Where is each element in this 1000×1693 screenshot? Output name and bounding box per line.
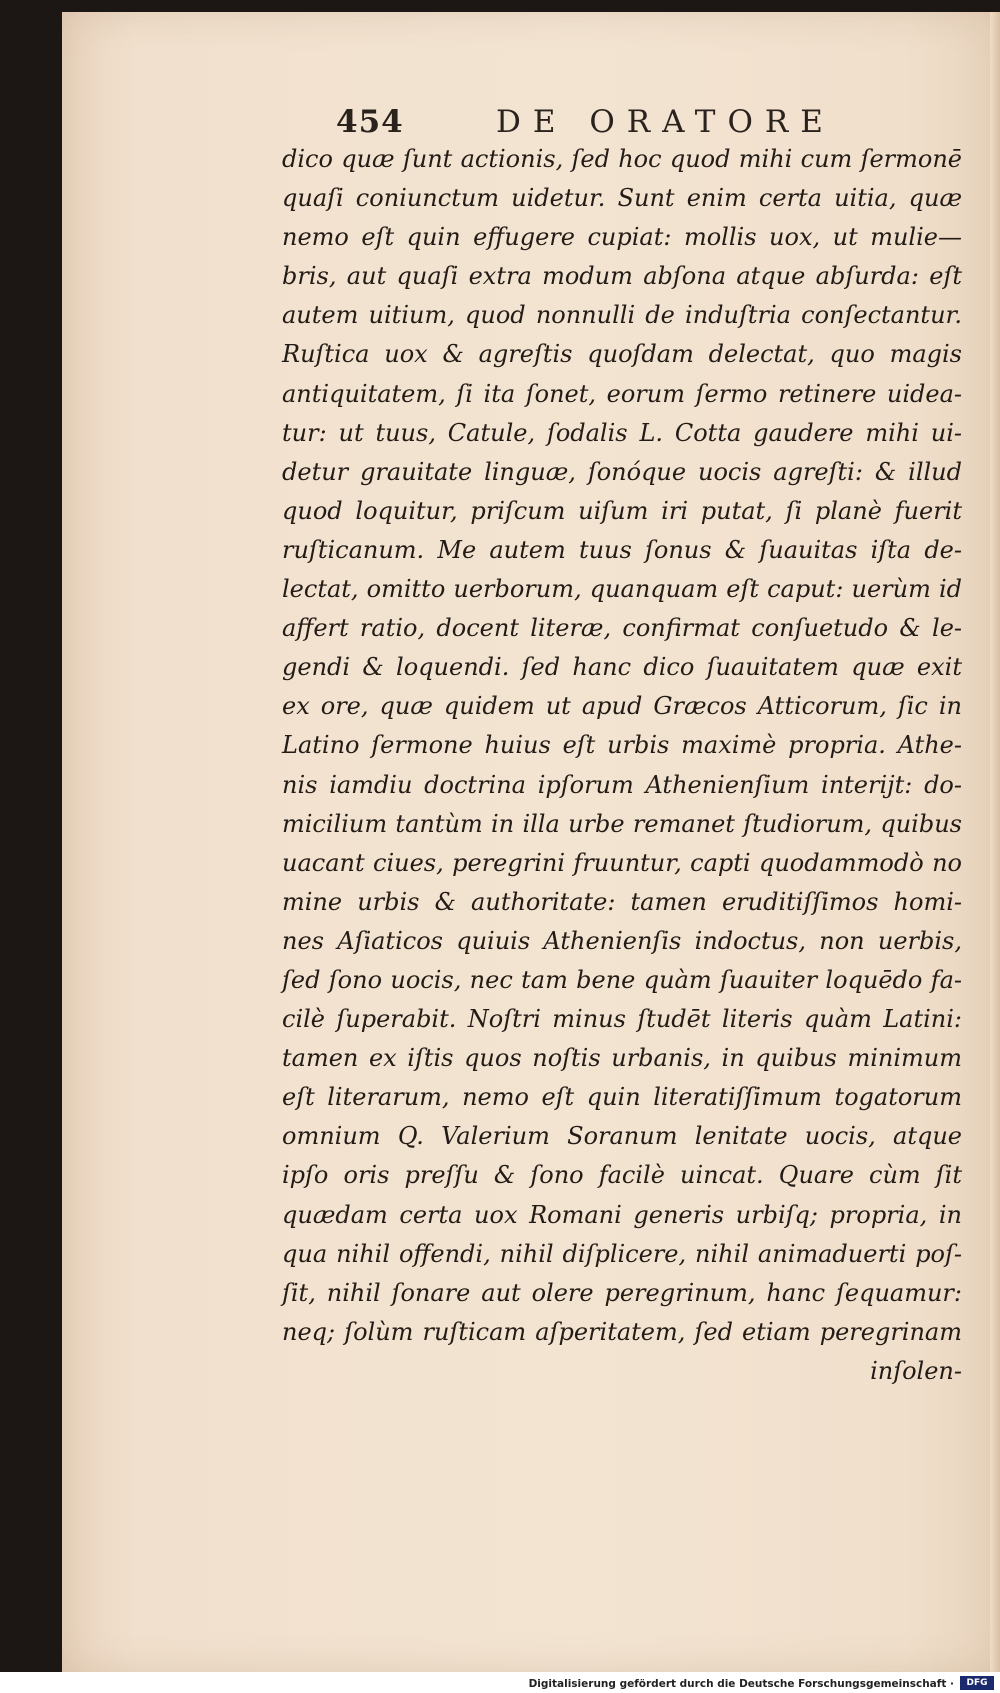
page-number: 454	[336, 104, 404, 140]
text-line: antiquitatem, ſi ita ſonet, eorum ſermo retinere uidea-	[282, 379, 962, 408]
text-line: autem uitium, quod nonnulli de induſtria conſectantur.	[282, 301, 962, 330]
text-line: Latino ſermone huius eſt urbis maximè propria. Athe-	[282, 731, 962, 760]
text-line: ſit, nihil ſonare aut olere peregrinum, hanc ſequamur:	[282, 1278, 962, 1307]
text-line: quædam certa uox Romani generis urbiſq; propria, in	[282, 1200, 962, 1229]
text-line: quaſi coniunctum uidetur. Sunt enim certa uitia, quæ	[282, 184, 962, 213]
text-line: nes Aſiaticos quiuis Athenienſis indoctus, non uerbis,	[282, 926, 962, 955]
text-line: mine urbis & authoritate: tamen eruditiſſimos homi-	[282, 887, 962, 916]
catchword: inſolen-	[870, 1356, 962, 1385]
text-line: Ruſtica uox & agreſtis quoſdam delectat, quo magis	[282, 340, 962, 369]
footer-credit: Digitalisierung gefördert durch die Deutsche Forschungsgemeinschaft ·	[528, 1678, 954, 1690]
text-line: affert ratio, docent literæ, confirmat conſuetudo & le-	[282, 614, 962, 643]
text-line: ex ore, quæ quidem ut apud Græcos Atticorum, ſic in	[282, 692, 962, 721]
running-title: DE ORATORE	[496, 104, 835, 140]
text-line: cilè ſuperabit. Noſtri minus ſtudēt literis quàm Latini:	[282, 1005, 962, 1034]
text-line: nis iamdiu doctrina ipſorum Athenienſium interijt: do-	[282, 770, 962, 799]
text-line: tamen ex iſtis quos noſtis urbanis, in quibus minimum	[282, 1044, 962, 1073]
text-line: micilium tantùm in illa urbe remanet ſtudiorum, quibus	[282, 809, 962, 838]
page-edge	[990, 12, 1000, 1672]
text-line: bris, aut quaſi extra modum abſona atque abſurda: eſt	[282, 262, 962, 291]
text-line: quod loquitur, priſcum uiſum iri putat, ſi planè fuerit	[282, 496, 962, 525]
text-line: eſt literarum, nemo eſt quin literatiſſimum togatorum	[282, 1083, 962, 1112]
text-line: ipſo oris preſſu & ſono facilè uincat. Quare cùm ſit	[282, 1161, 962, 1190]
text-line: omnium Q. Valerium Soranum lenitate uocis, atque	[282, 1122, 962, 1151]
text-line: lectat, omitto uerborum, quanquam eſt caput: uerùm id	[282, 575, 962, 604]
text-line: neq; ſolùm ruſticam aſperitatem, ſed etiam peregrinam	[282, 1317, 962, 1346]
text-line: gendi & loquendi. ſed hanc dico ſuauitatem quæ exit	[282, 653, 962, 682]
text-line: uacant ciues, peregrini fruuntur, capti quodammodò no	[282, 848, 962, 877]
text-line: ruſticanum. Me autem tuus ſonus & ſuauitas iſta de-	[282, 535, 962, 564]
digitization-footer	[0, 1672, 1000, 1693]
text-line: detur grauitate linguæ, ſonóque uocis agreſti: & illud	[282, 457, 962, 486]
text-line: nemo eſt quin effugere cupiat: mollis uox, ut mulie—	[282, 223, 962, 252]
text-line: tur: ut tuus, Catule, ſodalis L. Cotta gaudere mihi ui-	[282, 418, 962, 447]
text-block	[282, 140, 962, 1391]
text-line: dico quæ ſunt actionis, ſed hoc quod mihi cum ſermonē	[282, 145, 962, 173]
text-line: qua nihil offendi, nihil diſplicere, nihil animaduerti poſ-	[282, 1239, 962, 1268]
text-line: ſed ſono uocis, nec tam bene quàm ſuauiter loquēdo fa-	[282, 965, 962, 994]
dfg-logo: DFG	[960, 1676, 994, 1690]
